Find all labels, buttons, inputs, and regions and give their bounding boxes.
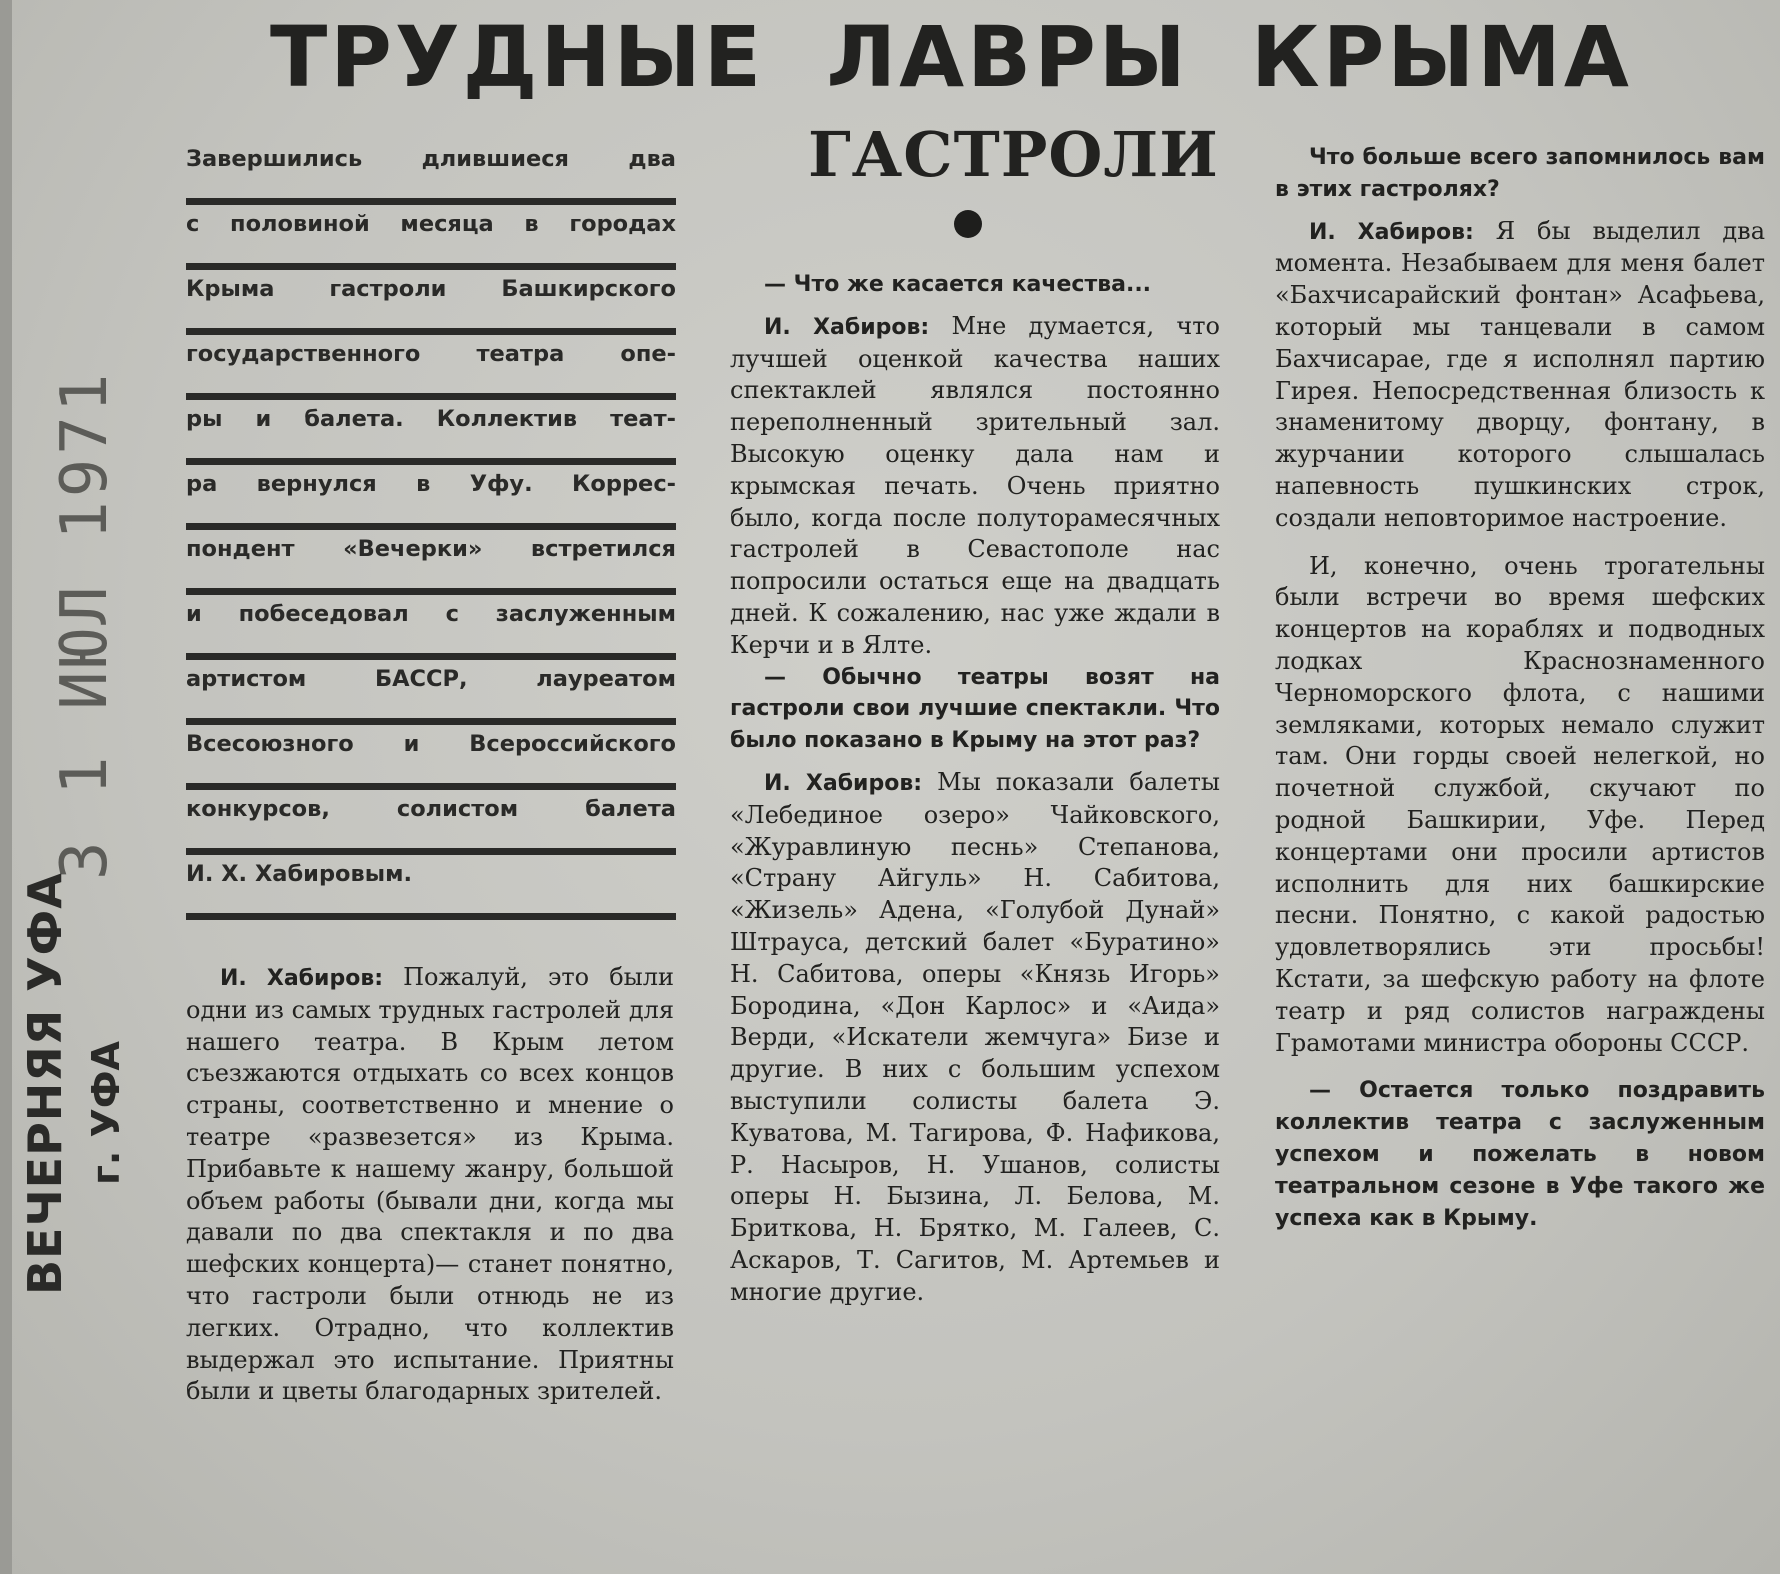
lead-line: Всесоюзного и Всероссийского xyxy=(186,725,676,790)
headline: ТРУДНЫЕ ЛАВРЫ КРЫМА xyxy=(270,8,1632,106)
speaker-name: И. Хабиров: xyxy=(220,966,384,991)
column-2 xyxy=(730,269,1220,1309)
clipping-edge xyxy=(0,0,12,1574)
answer-paragraph: И, конечно, очень трогательны были встречи во время шефских концертов на кораблях и подводных лодках Краснознаменного Черноморского флота, с нашими земляками, которых немало служит там. Они горды своей нелегкой, но почетной службой, скучают по родной Башкирии, Уфе. Перед концертами они просили артистов исполнить для них башкирские песни. Понятно, с какой радостью удовлетворялись эти просьбы! Кстати, за шефскую работу на флоте театр и ряд солистов награждены Грамотами министра обороны СССР. xyxy=(1275,551,1765,1057)
date-stamp: 3 1 ИЮЛ 1971 xyxy=(48,369,122,880)
lead-line: с половиной месяца в городах xyxy=(186,205,676,270)
lead-line: конкурсов, солистом балета xyxy=(186,790,676,855)
answer-paragraph xyxy=(186,962,674,1408)
question-paragraph: Что больше всего запомнилось вам в этих гастролях? xyxy=(1275,145,1765,202)
lead-line: и побеседовал с заслуженным xyxy=(186,595,676,660)
lead-line: государственного театра опе- xyxy=(186,335,676,400)
closing-paragraph: — Остается только поздравить коллектив театра с заслуженным успехом и пожелать в новом театральном сезоне в Уфе такого же успеха как в Крыму. xyxy=(1275,1078,1765,1231)
lead-line: Завершились длившиеся два xyxy=(186,140,676,205)
speaker-name: И. Хабиров: xyxy=(764,770,923,796)
newspaper-city: г. УФА xyxy=(84,1041,128,1185)
newspaper-name: ВЕЧЕРНЯЯ УФА xyxy=(18,872,72,1295)
lead-line: ры и балета. Коллектив теат- xyxy=(186,400,676,465)
answer-text: Мы показали балеты «Лебединое озеро» Чайковского, «Журавлиную песнь» Степанова, «Страну Айгуль» Н. Сабитова, «Жизель» Адена, «Голубой Дунай» Штрауса, детский балет «Буратино» Н. Сабитова, оперы «Князь Игорь» Бородина, «Дон Карлос» и «Аида» Верди, «Искатели жемчуга» Бизе и другие. В них с большим успехом выступили солисты балета Э. Куватова, М. Тагирова, Ф. Нафикова, Р. Насыров, Н. Ушанов, солисты оперы Н. Бызина, Л. Белова, М. Бриткова, Н. Брятко, М. Галеев, С. Аскаров, Т. Сагитов, М. Артемьев и многие другие. xyxy=(730,767,1220,1306)
column-1 xyxy=(186,962,674,1408)
answer-text: Пожалуй, это были одни из самых трудных гастролей для нашего театра. В Крым летом съезжаются отдыхать со всех концов страны, соответственно и мнение о театре «развезется» из Крыма. Прибавьте к нашему жанру, большой объем работы (бывали дни, когда мы давали по два спектакля и по два шефских концерта)— станет понятно, что гастроли были отнюдь не из легких. Отрадно, что коллектив выдержал это испытание. Приятны были и цветы благодарных зрителей. xyxy=(186,963,674,1406)
lead-line: пондент «Вечерки» встретился xyxy=(186,530,676,595)
speaker-name: И. Хабиров: xyxy=(764,314,930,340)
question-paragraph: — Что же касается качества... xyxy=(764,272,1152,297)
lead-line: Крыма гастроли Башкирского xyxy=(186,270,676,335)
lead-line: И. Х. Хабировым. xyxy=(186,855,676,920)
answer-paragraph xyxy=(730,767,1220,1309)
answer-paragraph xyxy=(1275,216,1765,535)
answer-paragraph xyxy=(730,311,1220,662)
question-paragraph: — Обычно театры возят на гастроли свои лучшие спектакли. Что было показано в Крыму на этот раз? xyxy=(730,664,1220,754)
lead-line: ра вернулся в Уфу. Коррес- xyxy=(186,465,676,530)
answer-text: Мне думается, что лучшей оценкой качества наших спектаклей являлся постоянно переполненный зрительный зал. Высокую оценку дала нам и крымская печать. Очень приятно было, когда после полуторамесячных гастролей в Севастополе нас попросили остаться еще на двадцать дней. К сожалению, нас уже ждали в Керчи и в Ялте. xyxy=(730,311,1220,659)
bullet-dot xyxy=(954,210,982,238)
lead-line: артистом БАССР, лауреатом xyxy=(186,660,676,725)
lead-paragraph xyxy=(186,140,676,920)
answer-text: Я бы выделил два момента. Незабываем для меня балет «Бахчисарайский фонтан» Асафьева, который мы танцевали в самом Бахчисарае, где я исполнял партию Гирея. Непосредственная близость к знаменитому дворцу, фонтану, в журчании которого слышалась напевность пушкинских строк, создали неповторимое настроение. xyxy=(1275,216,1765,532)
subhead: ГАСТРОЛИ xyxy=(808,118,1219,191)
speaker-name: И. Хабиров: xyxy=(1309,219,1474,245)
column-3 xyxy=(1275,142,1765,1234)
